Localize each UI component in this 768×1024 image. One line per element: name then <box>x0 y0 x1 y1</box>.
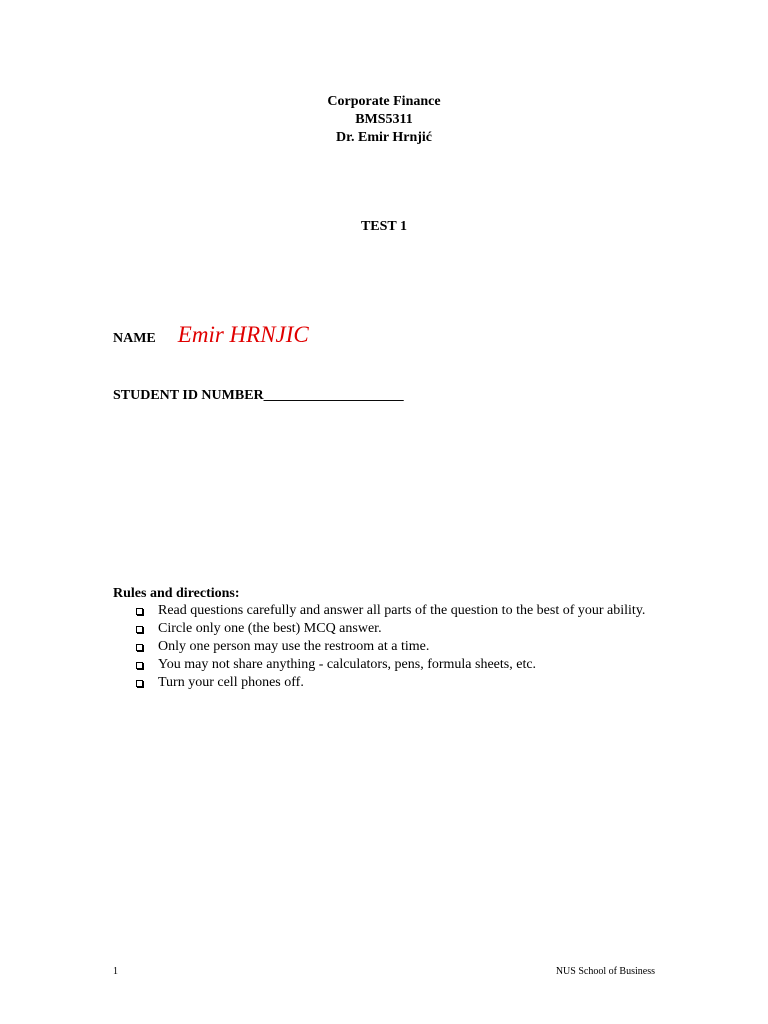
footer-organization: NUS School of Business <box>555 966 655 977</box>
course-title: Corporate Finance <box>327 94 441 109</box>
rules-heading: Rules and directions: <box>113 586 240 601</box>
list-item <box>113 620 663 638</box>
course-code: BMS5311 <box>355 112 413 127</box>
instructor-name: Dr. Emir Hrnjić <box>335 130 433 145</box>
list-item <box>113 656 663 674</box>
name-row <box>113 322 309 358</box>
rule-text: You may not share anything - calculators, pens, formula sheets, etc. <box>158 657 537 672</box>
course-header <box>0 93 768 147</box>
test-title: TEST 1 <box>360 219 408 234</box>
list-item <box>113 638 663 656</box>
checkbox-bullet-icon <box>136 644 143 651</box>
rule-text: Read questions carefully and answer all parts of the question to the best of your ability. <box>158 603 646 618</box>
rules-list <box>113 602 663 692</box>
checkbox-bullet-icon <box>136 680 143 687</box>
rule-text: Turn your cell phones off. <box>158 675 304 690</box>
checkbox-bullet-icon <box>136 662 143 669</box>
page-number: 1 <box>113 966 118 977</box>
rule-text: Only one person may use the restroom at a time. <box>158 639 430 654</box>
checkbox-bullet-icon <box>136 608 143 615</box>
student-id-field: STUDENT ID NUMBER____________________ <box>113 388 404 403</box>
rule-text: Circle only one (the best) MCQ answer. <box>158 621 382 636</box>
list-item <box>113 602 663 620</box>
checkbox-bullet-icon <box>136 626 143 633</box>
name-value: Emir HRNJIC <box>177 322 309 347</box>
list-item <box>113 674 663 692</box>
name-label: NAME <box>113 331 156 346</box>
